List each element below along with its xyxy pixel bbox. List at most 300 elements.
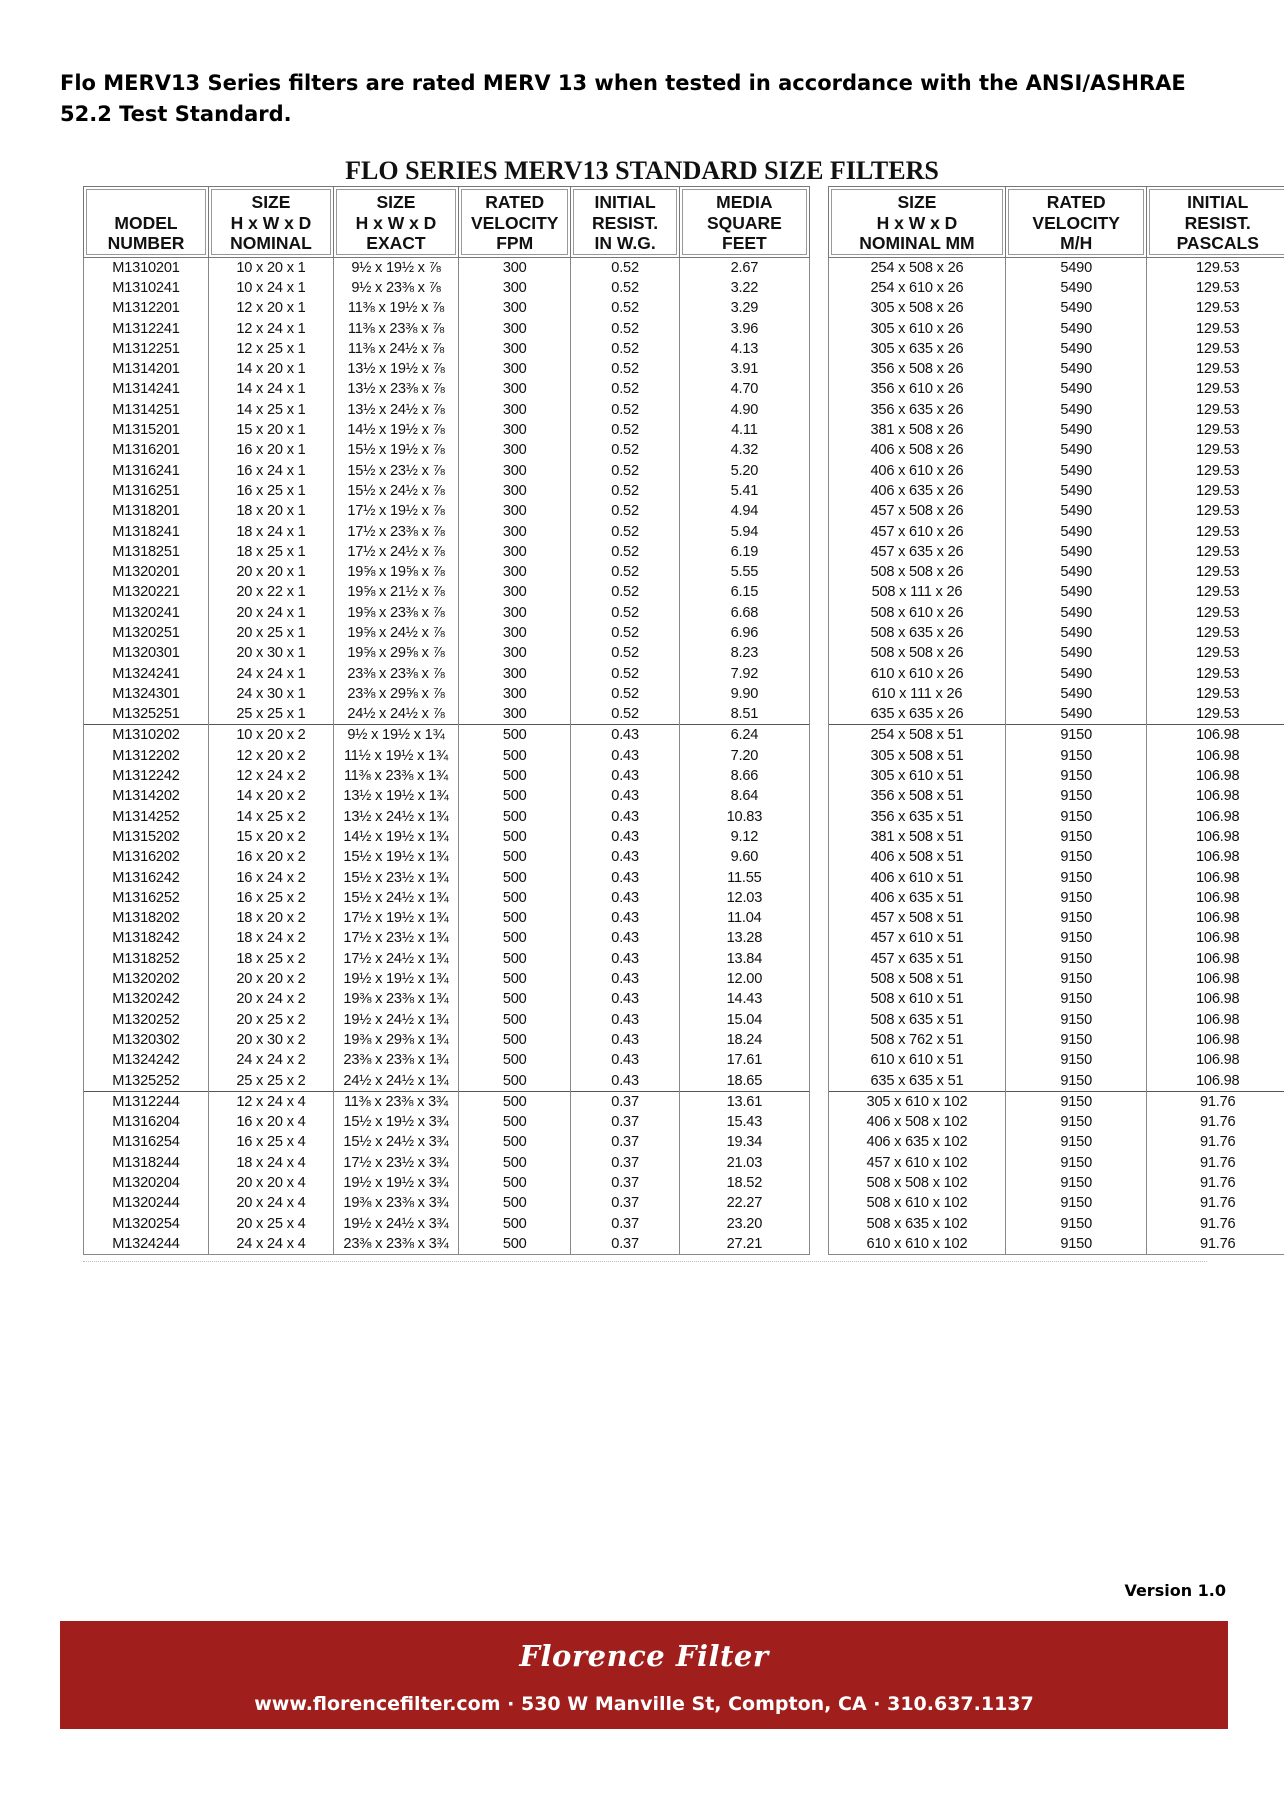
column-header-line: IN W.G. xyxy=(594,233,656,253)
table-row xyxy=(84,1091,810,1112)
table-cell: 7.20 xyxy=(679,746,809,766)
column-header xyxy=(1005,187,1147,258)
table-row xyxy=(84,501,810,521)
column-header xyxy=(679,187,809,258)
table-row xyxy=(84,562,810,582)
table-cell: 4.13 xyxy=(679,339,809,359)
table-cell: 9150 xyxy=(1005,1153,1147,1173)
table-cell: 5.55 xyxy=(679,562,809,582)
table-cell: M1320201 xyxy=(84,562,209,582)
table-row xyxy=(829,1173,1284,1193)
table-cell: 305 x 610 x 51 xyxy=(829,766,1006,786)
table-cell: 5490 xyxy=(1005,562,1147,582)
table-cell: 0.52 xyxy=(571,684,679,704)
column-header-line: VELOCITY xyxy=(470,212,559,233)
table-cell: M1314202 xyxy=(84,786,209,806)
table-row xyxy=(829,542,1284,562)
table-cell: 11.04 xyxy=(679,908,809,928)
table-cell: 15½ x 19½ x ⅞ xyxy=(333,440,458,460)
table-cell: 106.98 xyxy=(1147,1009,1284,1029)
table-cell: 16 x 24 x 2 xyxy=(208,867,333,887)
table-cell: M1325252 xyxy=(84,1070,209,1091)
table-cell: 106.98 xyxy=(1147,888,1284,908)
table-row xyxy=(829,888,1284,908)
table-cell: M1312244 xyxy=(84,1091,209,1112)
table-cell: 0.52 xyxy=(571,663,679,683)
table-cell: 18 x 25 x 2 xyxy=(208,949,333,969)
table-row xyxy=(829,1030,1284,1050)
table-cell: 13.61 xyxy=(679,1091,809,1112)
table-row xyxy=(84,318,810,338)
table-cell: 14½ x 19½ x 1¾ xyxy=(333,827,458,847)
table-cell: 106.98 xyxy=(1147,867,1284,887)
table-cell: 0.52 xyxy=(571,379,679,399)
table-cell: 5490 xyxy=(1005,501,1147,521)
table-cell: 27.21 xyxy=(679,1234,809,1255)
table-row xyxy=(84,827,810,847)
table-cell: 14½ x 19½ x ⅞ xyxy=(333,420,458,440)
table-cell: M1312241 xyxy=(84,318,209,338)
table-cell: 129.53 xyxy=(1147,521,1284,541)
table-row xyxy=(829,725,1284,746)
table-cell: M1320244 xyxy=(84,1193,209,1213)
table-cell: 9150 xyxy=(1005,1213,1147,1233)
table-row xyxy=(829,582,1284,602)
table-row xyxy=(829,928,1284,948)
table-cell: 20 x 20 x 2 xyxy=(208,969,333,989)
table-cell: 15.43 xyxy=(679,1112,809,1132)
table-row xyxy=(829,278,1284,298)
table-cell: 635 x 635 x 51 xyxy=(829,1070,1006,1091)
table-row xyxy=(84,582,810,602)
table-cell: 5490 xyxy=(1005,663,1147,683)
table-cell: 18 x 24 x 1 xyxy=(208,521,333,541)
table-row xyxy=(829,949,1284,969)
table-cell: M1320204 xyxy=(84,1173,209,1193)
table-cell: 500 xyxy=(458,1050,570,1070)
table-row xyxy=(829,1132,1284,1152)
table-cell: 300 xyxy=(458,704,570,725)
table-cell: 300 xyxy=(458,278,570,298)
table-cell: 500 xyxy=(458,1112,570,1132)
table-row xyxy=(84,542,810,562)
table-cell: 6.24 xyxy=(679,725,809,746)
table-cell: 508 x 508 x 102 xyxy=(829,1173,1006,1193)
table-cell: 19⅜ x 23⅜ x 1¾ xyxy=(333,989,458,1009)
table-cell: 0.52 xyxy=(571,278,679,298)
table-cell: M1316254 xyxy=(84,1132,209,1152)
table-cell: M1324301 xyxy=(84,684,209,704)
table-cell: 15 x 20 x 1 xyxy=(208,420,333,440)
table-row xyxy=(84,460,810,480)
table-cell: 23⅜ x 23⅜ x ⅞ xyxy=(333,663,458,683)
table-cell: 0.43 xyxy=(571,888,679,908)
table-row xyxy=(84,359,810,379)
table-cell: 21.03 xyxy=(679,1153,809,1173)
table-cell: 5490 xyxy=(1005,298,1147,318)
table-cell: 9150 xyxy=(1005,1193,1147,1213)
table-cell: 8.23 xyxy=(679,643,809,663)
table-cell: 0.37 xyxy=(571,1132,679,1152)
table-cell: 0.37 xyxy=(571,1153,679,1173)
table-row xyxy=(84,440,810,460)
table-cell: 91.76 xyxy=(1147,1173,1284,1193)
table-row xyxy=(84,643,810,663)
table-cell: 9150 xyxy=(1005,1173,1147,1193)
table-row xyxy=(84,1050,810,1070)
table-cell: 22.27 xyxy=(679,1193,809,1213)
table-cell: 356 x 610 x 26 xyxy=(829,379,1006,399)
table-row xyxy=(84,1009,810,1029)
table-cell: 500 xyxy=(458,746,570,766)
table-cell: 12 x 25 x 1 xyxy=(208,339,333,359)
table-row xyxy=(829,1193,1284,1213)
table-cell: 129.53 xyxy=(1147,501,1284,521)
table-cell: 305 x 610 x 102 xyxy=(829,1091,1006,1112)
table-row xyxy=(829,969,1284,989)
table-cell: 300 xyxy=(458,460,570,480)
table-cell: M1312251 xyxy=(84,339,209,359)
table-cell: 91.76 xyxy=(1147,1193,1284,1213)
table-cell: M1324241 xyxy=(84,663,209,683)
table-cell: M1318244 xyxy=(84,1153,209,1173)
table-cell: 17½ x 24½ x 1¾ xyxy=(333,949,458,969)
column-header-line: VELOCITY xyxy=(1032,212,1120,233)
table-cell: 5490 xyxy=(1005,521,1147,541)
table-cell: 4.94 xyxy=(679,501,809,521)
column-header-line: SIZE xyxy=(251,192,291,212)
table-cell: 3.96 xyxy=(679,318,809,338)
table-cell: 106.98 xyxy=(1147,746,1284,766)
table-cell: 500 xyxy=(458,1213,570,1233)
table-cell: 8.64 xyxy=(679,786,809,806)
table-cell: 5490 xyxy=(1005,542,1147,562)
table-cell: 91.76 xyxy=(1147,1153,1284,1173)
table-cell: 106.98 xyxy=(1147,1070,1284,1091)
table-cell: 508 x 610 x 102 xyxy=(829,1193,1006,1213)
table-cell: 9150 xyxy=(1005,888,1147,908)
column-header-line: RESIST. xyxy=(1184,212,1251,233)
table-cell: 129.53 xyxy=(1147,359,1284,379)
table-cell: 0.52 xyxy=(571,481,679,501)
table-row xyxy=(829,1009,1284,1029)
table-cell: M1324244 xyxy=(84,1234,209,1255)
table-row xyxy=(829,643,1284,663)
table-cell: 24 x 24 x 4 xyxy=(208,1234,333,1255)
table-cell: 500 xyxy=(458,867,570,887)
table-cell: 106.98 xyxy=(1147,847,1284,867)
table-cell: 0.52 xyxy=(571,603,679,623)
table-cell: 11⅜ x 23⅜ x 1¾ xyxy=(333,766,458,786)
table-cell: 305 x 635 x 26 xyxy=(829,339,1006,359)
table-cell: 23⅜ x 23⅜ x 3¾ xyxy=(333,1234,458,1255)
table-cell: 3.29 xyxy=(679,298,809,318)
table-row xyxy=(84,867,810,887)
column-header xyxy=(458,187,570,258)
table-cell: 106.98 xyxy=(1147,989,1284,1009)
table-row xyxy=(829,1153,1284,1173)
table-cell: 500 xyxy=(458,827,570,847)
table-cell: 500 xyxy=(458,1132,570,1152)
table-cell: 9150 xyxy=(1005,807,1147,827)
table-row xyxy=(829,847,1284,867)
table-cell: 500 xyxy=(458,969,570,989)
table-cell: 6.19 xyxy=(679,542,809,562)
table-cell: M1318251 xyxy=(84,542,209,562)
table-cell: 0.43 xyxy=(571,827,679,847)
table-cell: 5490 xyxy=(1005,318,1147,338)
table-cell: 129.53 xyxy=(1147,420,1284,440)
table-cell: 18 x 20 x 2 xyxy=(208,908,333,928)
table-cell: 0.43 xyxy=(571,1009,679,1029)
table-cell: M1320202 xyxy=(84,969,209,989)
table-cell: 129.53 xyxy=(1147,400,1284,420)
table-cell: 19½ x 24½ x 3¾ xyxy=(333,1213,458,1233)
table-row xyxy=(829,1234,1284,1255)
table-cell: 5490 xyxy=(1005,460,1147,480)
table-cell: 19½ x 19½ x 1¾ xyxy=(333,969,458,989)
table-row xyxy=(84,1193,810,1213)
table-row xyxy=(84,603,810,623)
table-cell: 0.43 xyxy=(571,847,679,867)
column-header-line: FEET xyxy=(722,233,767,253)
table-cell: 11⅜ x 19½ x ⅞ xyxy=(333,298,458,318)
table-cell: M1324242 xyxy=(84,1050,209,1070)
table-cell: M1315201 xyxy=(84,420,209,440)
table-row xyxy=(84,928,810,948)
table-row xyxy=(84,725,810,746)
table-cell: 5.20 xyxy=(679,460,809,480)
table-cell: M1316201 xyxy=(84,440,209,460)
table-cell: 9150 xyxy=(1005,867,1147,887)
table-cell: 356 x 635 x 26 xyxy=(829,400,1006,420)
table-cell: 16 x 20 x 2 xyxy=(208,847,333,867)
table-cell: 9150 xyxy=(1005,786,1147,806)
table-row xyxy=(84,663,810,683)
table-cell: 24 x 24 x 1 xyxy=(208,663,333,683)
table-cell: 500 xyxy=(458,786,570,806)
table-row xyxy=(829,989,1284,1009)
table-cell: 24 x 24 x 2 xyxy=(208,1050,333,1070)
table-cell: 9150 xyxy=(1005,766,1147,786)
table-cell: 129.53 xyxy=(1147,582,1284,602)
table-cell: 500 xyxy=(458,989,570,1009)
table-row xyxy=(84,989,810,1009)
table-row xyxy=(84,786,810,806)
table-cell: 106.98 xyxy=(1147,807,1284,827)
table-cell: 20 x 24 x 1 xyxy=(208,603,333,623)
table-cell: 500 xyxy=(458,807,570,827)
table-cell: 500 xyxy=(458,1070,570,1091)
table-cell: 24½ x 24½ x ⅞ xyxy=(333,704,458,725)
table-cell: 5490 xyxy=(1005,481,1147,501)
table-cell: 18 x 24 x 4 xyxy=(208,1153,333,1173)
table-cell: 610 x 610 x 26 xyxy=(829,663,1006,683)
table-cell: 0.52 xyxy=(571,582,679,602)
table-cell: 8.51 xyxy=(679,704,809,725)
table-cell: 13.28 xyxy=(679,928,809,948)
table-cell: 305 x 610 x 26 xyxy=(829,318,1006,338)
table-row xyxy=(84,1132,810,1152)
column-header xyxy=(333,187,458,258)
table-cell: 0.52 xyxy=(571,704,679,725)
table-cell: 300 xyxy=(458,420,570,440)
table-cell: 0.52 xyxy=(571,521,679,541)
table-cell: 5490 xyxy=(1005,684,1147,704)
table-cell: M1320252 xyxy=(84,1009,209,1029)
table-cell: 20 x 24 x 2 xyxy=(208,989,333,1009)
table-cell: 0.52 xyxy=(571,318,679,338)
table-row xyxy=(829,663,1284,683)
table-cell: 508 x 610 x 26 xyxy=(829,603,1006,623)
table-cell: 15½ x 24½ x ⅞ xyxy=(333,481,458,501)
table-cell: 5490 xyxy=(1005,603,1147,623)
table-cell: 4.32 xyxy=(679,440,809,460)
column-header-line: H x W x D xyxy=(876,212,958,233)
table-row xyxy=(84,1173,810,1193)
filter-table-metric xyxy=(828,186,1284,1255)
table-cell: 13½ x 19½ x ⅞ xyxy=(333,359,458,379)
table-cell: 19⅝ x 21½ x ⅞ xyxy=(333,582,458,602)
table-cell: 10 x 20 x 2 xyxy=(208,725,333,746)
table-cell: 457 x 635 x 51 xyxy=(829,949,1006,969)
table-cell: 0.37 xyxy=(571,1173,679,1193)
table-cell: 508 x 762 x 51 xyxy=(829,1030,1006,1050)
table-cell: M1310241 xyxy=(84,278,209,298)
table-cell: M1320221 xyxy=(84,582,209,602)
table-cell: M1318202 xyxy=(84,908,209,928)
table-cell: 19.34 xyxy=(679,1132,809,1152)
column-header-line: SIZE xyxy=(897,192,937,212)
table-cell: 91.76 xyxy=(1147,1132,1284,1152)
table-cell: M1314241 xyxy=(84,379,209,399)
table-cell: 19⅜ x 23⅜ x 3¾ xyxy=(333,1193,458,1213)
table-cell: 0.43 xyxy=(571,766,679,786)
table-cell: 15½ x 23½ x 1¾ xyxy=(333,867,458,887)
table-row xyxy=(829,827,1284,847)
table-cell: 20 x 20 x 1 xyxy=(208,562,333,582)
table-row xyxy=(829,704,1284,725)
table-cell: 19⅝ x 29⅝ x ⅞ xyxy=(333,643,458,663)
table-cell: 14.43 xyxy=(679,989,809,1009)
table-cell: 17½ x 19½ x ⅞ xyxy=(333,501,458,521)
table-cell: 406 x 610 x 26 xyxy=(829,460,1006,480)
table-cell: 14 x 24 x 1 xyxy=(208,379,333,399)
table-cell: 9½ x 19½ x 1¾ xyxy=(333,725,458,746)
table-cell: 9150 xyxy=(1005,989,1147,1009)
table-cell: 129.53 xyxy=(1147,257,1284,278)
table-cell: 129.53 xyxy=(1147,481,1284,501)
table-cell: 129.53 xyxy=(1147,704,1284,725)
table-cell: 91.76 xyxy=(1147,1213,1284,1233)
table-row xyxy=(84,807,810,827)
table-row xyxy=(829,603,1284,623)
table-cell: 106.98 xyxy=(1147,949,1284,969)
table-cell: 9150 xyxy=(1005,928,1147,948)
table-cell: 19⅜ x 29⅜ x 1¾ xyxy=(333,1030,458,1050)
table-cell: 0.43 xyxy=(571,786,679,806)
table-cell: 381 x 508 x 51 xyxy=(829,827,1006,847)
table-cell: 5490 xyxy=(1005,400,1147,420)
table-cell: 12 x 20 x 1 xyxy=(208,298,333,318)
table-cell: 508 x 610 x 51 xyxy=(829,989,1006,1009)
table-row xyxy=(84,684,810,704)
table-cell: 18 x 24 x 2 xyxy=(208,928,333,948)
table-cell: 5490 xyxy=(1005,379,1147,399)
table-cell: 0.37 xyxy=(571,1193,679,1213)
table-cell: 457 x 610 x 26 xyxy=(829,521,1006,541)
table-cell: 23⅜ x 23⅜ x 1¾ xyxy=(333,1050,458,1070)
table-cell: 9150 xyxy=(1005,1234,1147,1255)
column-header-line: INITIAL xyxy=(594,192,656,212)
column-header-line: RESIST. xyxy=(592,212,659,233)
table-cell: 16 x 20 x 1 xyxy=(208,440,333,460)
table-cell: 406 x 508 x 51 xyxy=(829,847,1006,867)
table-cell: 11.55 xyxy=(679,867,809,887)
table-cell: 9150 xyxy=(1005,1091,1147,1112)
table-cell: 4.90 xyxy=(679,400,809,420)
table-cell: 17½ x 23⅜ x ⅞ xyxy=(333,521,458,541)
table-cell: 129.53 xyxy=(1147,643,1284,663)
table-cell: M1314201 xyxy=(84,359,209,379)
table-cell: 91.76 xyxy=(1147,1112,1284,1132)
table-cell: 16 x 24 x 1 xyxy=(208,460,333,480)
filter-table-imperial xyxy=(83,186,810,1255)
table-cell: 406 x 508 x 102 xyxy=(829,1112,1006,1132)
table-cell: 0.37 xyxy=(571,1112,679,1132)
table-cell: 7.92 xyxy=(679,663,809,683)
table-cell: M1325251 xyxy=(84,704,209,725)
table-cell: 19½ x 19½ x 3¾ xyxy=(333,1173,458,1193)
brand-logo: Florence Filter xyxy=(519,1639,769,1673)
table-cell: 129.53 xyxy=(1147,663,1284,683)
table-row xyxy=(829,318,1284,338)
table-cell: 9150 xyxy=(1005,908,1147,928)
table-row xyxy=(84,521,810,541)
table-row xyxy=(829,807,1284,827)
table-cell: 18.52 xyxy=(679,1173,809,1193)
table-cell: M1316251 xyxy=(84,481,209,501)
table-cell: M1318201 xyxy=(84,501,209,521)
table-cell: 129.53 xyxy=(1147,542,1284,562)
table-row xyxy=(84,847,810,867)
table-cell: 19⅝ x 23⅜ x ⅞ xyxy=(333,603,458,623)
table-cell: 500 xyxy=(458,908,570,928)
table-cell: 5490 xyxy=(1005,582,1147,602)
table-cell: 406 x 635 x 51 xyxy=(829,888,1006,908)
table-cell: 10 x 20 x 1 xyxy=(208,257,333,278)
table-cell: 3.22 xyxy=(679,278,809,298)
table-cell: 300 xyxy=(458,643,570,663)
table-row xyxy=(84,420,810,440)
table-cell: 508 x 635 x 102 xyxy=(829,1213,1006,1233)
table-cell: 0.43 xyxy=(571,746,679,766)
table-row xyxy=(829,359,1284,379)
column-header xyxy=(829,187,1006,258)
table-cell: 254 x 508 x 51 xyxy=(829,725,1006,746)
table-cell: 20 x 24 x 4 xyxy=(208,1193,333,1213)
table-cell: 500 xyxy=(458,888,570,908)
table-cell: M1316202 xyxy=(84,847,209,867)
column-header-line: NUMBER xyxy=(107,233,185,253)
table-cell: M1316242 xyxy=(84,867,209,887)
table-row xyxy=(84,1030,810,1050)
table-cell: 18.24 xyxy=(679,1030,809,1050)
table-cell: 500 xyxy=(458,949,570,969)
table-cell: 5.41 xyxy=(679,481,809,501)
table-row xyxy=(829,481,1284,501)
table-cell: 406 x 635 x 26 xyxy=(829,481,1006,501)
